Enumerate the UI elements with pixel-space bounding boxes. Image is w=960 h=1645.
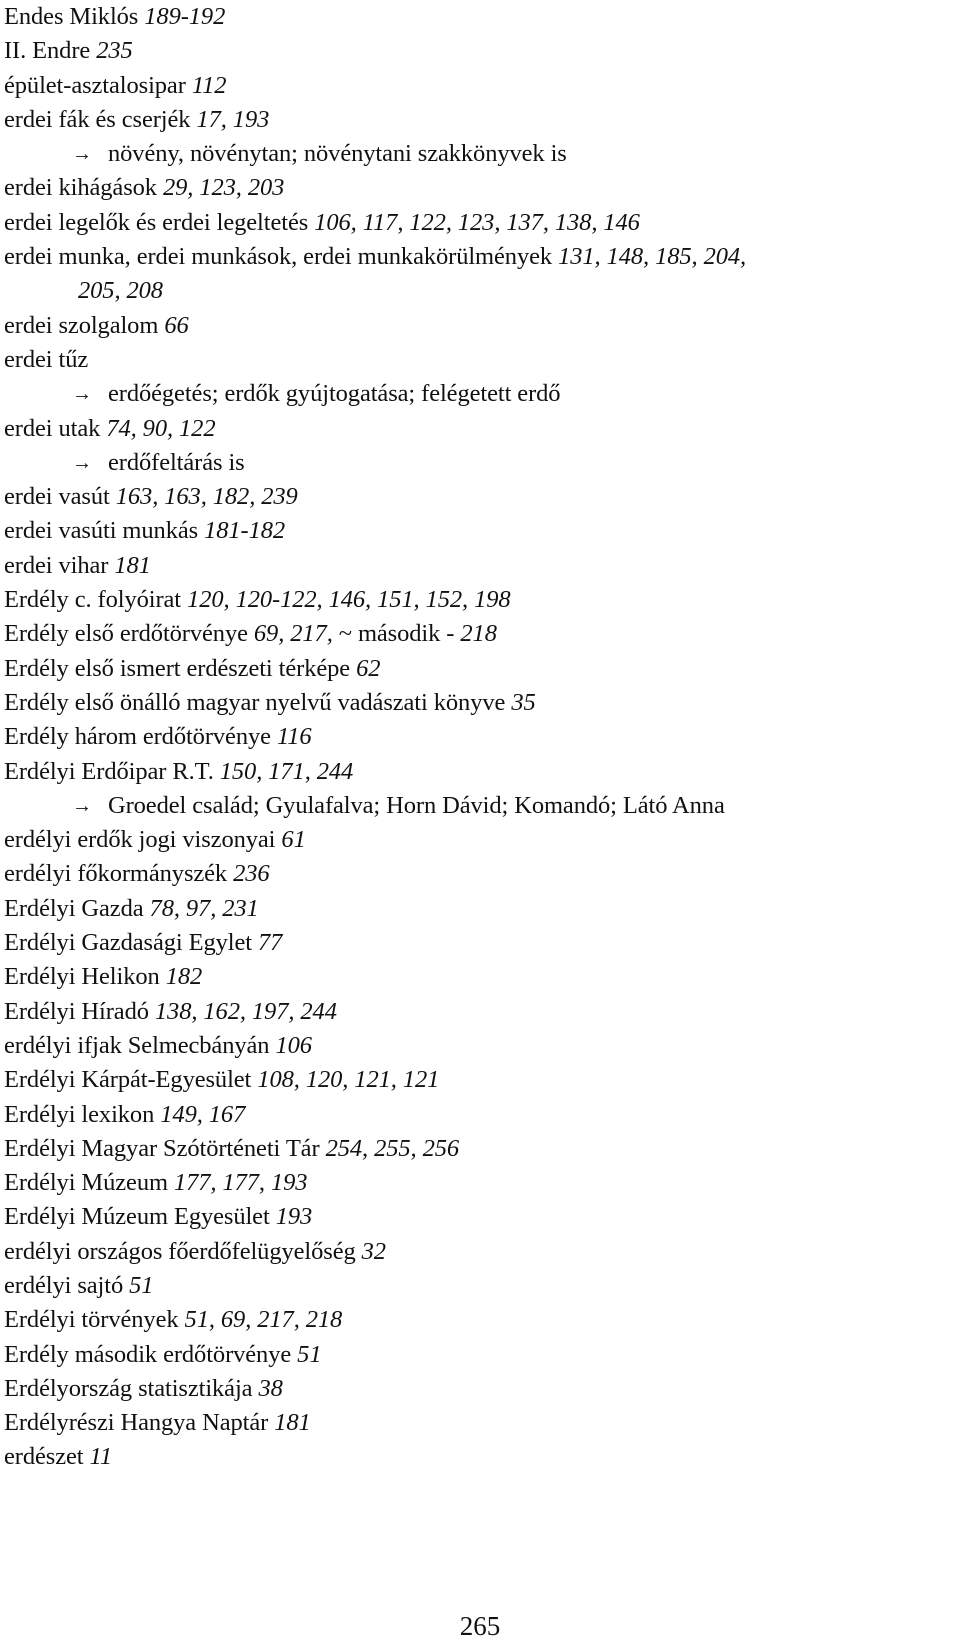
arrow-right-icon: → [72, 143, 92, 166]
index-entry [4, 1200, 954, 1234]
index-entry [4, 206, 954, 240]
index-term: Erdélyország statisztikája [4, 1374, 253, 1402]
page-references: 181 [274, 1409, 311, 1437]
page-references: 116 [276, 723, 312, 751]
index-entry [4, 171, 954, 205]
index-entry [4, 1029, 954, 1063]
page-references: 131, 148, 185, 204, [558, 243, 747, 271]
index-term: II. Endre [4, 37, 91, 65]
index-term: Erdély c. folyóirat [4, 586, 182, 614]
index-entry [4, 1269, 954, 1303]
page-references: 17, 193 [196, 105, 270, 133]
sub-term: ~ második - [338, 620, 455, 648]
index-entry [4, 926, 954, 960]
index-term: Erdélyi Híradó [4, 997, 149, 1025]
page-references: 181 [114, 551, 151, 579]
index-term: Erdélyi Múzeum Egyesület [4, 1203, 270, 1231]
page-references: 149, 167 [160, 1100, 246, 1128]
index-entry [4, 343, 954, 377]
page-references: 69, 217, [253, 620, 333, 648]
sub-term-page-references: 218 [460, 620, 497, 648]
index-term: Erdélyi Múzeum [4, 1169, 168, 1197]
page-references: 254, 255, 256 [325, 1134, 460, 1162]
index-entry [4, 0, 954, 34]
index-entry [4, 34, 954, 68]
page-references: 61 [281, 826, 306, 854]
index-term: erdei szolgalom [4, 311, 159, 339]
index-entry [4, 892, 954, 926]
index-entry [4, 686, 954, 720]
page-references: 77 [257, 929, 283, 957]
cross-reference-text: Groedel család; Gyulafalva; Horn Dávid; Komandó; Látó Anna [108, 791, 725, 819]
index-entry [4, 480, 954, 514]
page-references: 112 [191, 71, 227, 99]
index-term: Erdélyi Magyar Szótörténeti Tár [4, 1134, 320, 1162]
index-term: erdei utak [4, 414, 101, 442]
index-entry [4, 1132, 954, 1166]
index-term: Erdélyi lexikon [4, 1100, 155, 1128]
index-entry [4, 1235, 954, 1269]
index-term: Erdélyi Gazda [4, 894, 144, 922]
index-term: erdei vasút [4, 483, 110, 511]
index-cross-reference [4, 137, 954, 171]
page-references: 235 [96, 37, 133, 65]
index-term: Erdélyi Helikon [4, 963, 160, 991]
index-term: erdélyi ifjak Selmecbányán [4, 1031, 270, 1059]
cross-reference-text: erdőfeltárás is [108, 448, 245, 476]
page-references: 106 [275, 1031, 312, 1059]
index-term: erdei fák és cserjék [4, 105, 191, 133]
page-references: 189-192 [144, 3, 226, 30]
index-entry [4, 69, 954, 103]
page-references: 138, 162, 197, 244 [154, 997, 337, 1025]
index-entry [4, 412, 954, 446]
index-term: Erdély három erdőtörvénye [4, 723, 271, 751]
index-term: Erdélyi Gazdasági Egylet [4, 929, 252, 957]
index-term: erdei tűz [4, 345, 89, 373]
page-references: 51 [297, 1340, 322, 1368]
page-references: 236 [233, 860, 270, 888]
index-term: erdei legelők és erdei legeltetés [4, 208, 309, 236]
index-entry-continuation [4, 274, 954, 308]
index-entry-list [4, 0, 954, 1475]
page-references: 78, 97, 231 [149, 894, 259, 922]
index-term: Erdélyi Kárpát-Egyesület [4, 1066, 252, 1094]
page-references: 193 [275, 1203, 313, 1231]
index-term: erdészet [4, 1443, 84, 1471]
index-term: erdei munka, erdei munkások, erdei munkakörülmények [4, 243, 553, 271]
index-entry [4, 1063, 954, 1097]
page-references: 29, 123, 203 [162, 174, 285, 202]
index-term: erdei vihar [4, 551, 109, 579]
index-entry [4, 1303, 954, 1337]
index-term: Erdélyrészi Hangya Naptár [4, 1409, 269, 1437]
index-entry [4, 240, 954, 274]
arrow-right-icon: → [72, 383, 92, 406]
index-entry [4, 960, 954, 994]
index-term: erdélyi sajtó [4, 1271, 124, 1299]
index-entry [4, 995, 954, 1029]
page-references: 38 [258, 1374, 283, 1402]
index-entry [4, 652, 954, 686]
arrow-right-icon: → [72, 451, 92, 474]
index-term: erdélyi erdők jogi viszonyai [4, 826, 276, 854]
arrow-right-icon: → [72, 794, 92, 817]
page-references: 74, 90, 122 [106, 414, 216, 442]
page-references: 182 [165, 963, 203, 991]
page-references: 66 [164, 311, 189, 339]
index-cross-reference [4, 446, 954, 480]
index-entry [4, 583, 954, 617]
index-term: erdei vasúti munkás [4, 517, 199, 545]
index-entry [4, 1098, 954, 1132]
page-references: 32 [361, 1237, 386, 1265]
page-references: 150, 171, 244 [219, 757, 354, 785]
page-references: 163, 163, 182, 239 [115, 483, 298, 511]
index-entry [4, 1406, 954, 1440]
page-references: 11 [89, 1443, 112, 1471]
page-references: 120, 120-122, 146, 151, 152, 198 [187, 586, 511, 614]
page-references: 177, 177, 193 [173, 1169, 308, 1197]
page-references: 181-182 [204, 517, 286, 545]
index-term: erdei kihágások [4, 174, 157, 202]
cross-reference-text: erdőégetés; erdők gyújtogatása; felégetett erdő [108, 380, 561, 408]
index-term: Erdély első önálló magyar nyelvű vadászati könyve [4, 688, 506, 716]
index-term: Erdély első erdőtörvénye [4, 620, 248, 648]
index-entry [4, 1440, 954, 1474]
index-term: Erdély első ismert erdészeti térképe [4, 654, 351, 682]
index-entry [4, 617, 954, 651]
index-cross-reference [4, 377, 954, 411]
index-entry [4, 755, 954, 789]
index-entry [4, 1166, 954, 1200]
page-references: 51 [129, 1271, 154, 1299]
index-entry [4, 309, 954, 343]
page-number: 265 [459, 1611, 501, 1641]
index-term: erdélyi főkormányszék [4, 860, 228, 888]
page-references: 205, 208 [78, 277, 163, 305]
index-entry [4, 823, 954, 857]
page-references: 106, 117, 122, 123, 137, 138, 146 [314, 208, 640, 236]
index-term: Erdély második erdőtörvénye [4, 1340, 292, 1368]
index-entry [4, 720, 954, 754]
index-entry [4, 1372, 954, 1406]
index-term: erdélyi országos főerdőfelügyelőség [4, 1237, 356, 1265]
page-references: 51, 69, 217, 218 [184, 1306, 343, 1334]
page-references: 108, 120, 121, 121 [257, 1066, 440, 1094]
index-entry [4, 1338, 954, 1372]
index-entry [4, 514, 954, 548]
cross-reference-text: növény, növénytan; növénytani szakkönyvek is [108, 140, 567, 168]
index-entry [4, 549, 954, 583]
index-term: Endes Miklós [4, 3, 139, 30]
page-references: 62 [356, 654, 381, 682]
index-term: épület-asztalosipar [4, 71, 186, 99]
page-references: 35 [511, 688, 536, 716]
index-entry [4, 103, 954, 137]
index-term: Erdélyi törvények [4, 1306, 179, 1334]
index-entry [4, 857, 954, 891]
index-cross-reference [4, 789, 954, 823]
index-term: Erdélyi Erdőipar R.T. [4, 757, 214, 785]
